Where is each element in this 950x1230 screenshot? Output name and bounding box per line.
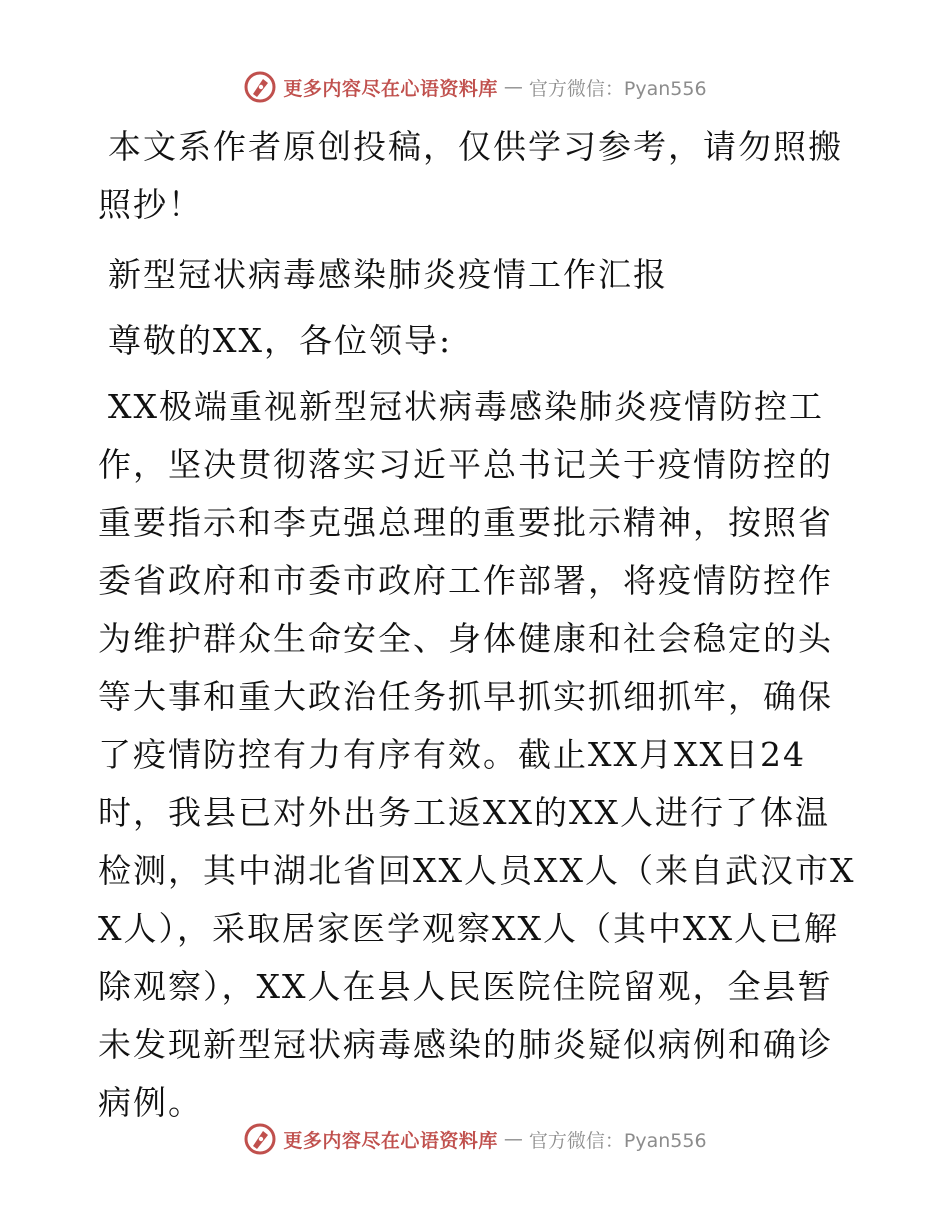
copyright-notice: 本文系作者原创投稿，仅供学习参考，请勿照搬照抄！ <box>98 127 843 224</box>
watermark-wechat-text: 官方微信：Pyan556 <box>528 77 707 100</box>
watermark-main-text: 更多内容尽在心语资料库 <box>283 77 498 100</box>
watermark-separator: — <box>503 76 523 98</box>
salutation: 尊敬的XX，各位领导: <box>108 321 453 360</box>
document-title: 新型冠状病毒感染肺炎疫情工作汇报 <box>108 255 668 294</box>
body-paragraph: XX极端重视新型冠状病毒感染肺炎疫情防控工作，坚决贯彻落实习近平总书记关于疫情防控的重要指示和李克强总理的重要批示精神，按照省委省政府和市委市政府工作部署，将疫情防控作为维护群众生命安全、身体健康和社会稳定的头等大事和重大政治任务抓早抓实抓细抓牢，确保了疫情防控有力有序有效。截止XX月XX日24时，我县已对外出务工返XX的XX人进行了体温检测，其中湖北省回XX人员XX人（来自武汉市XX人），采取居家医学观察XX人（其中XX人已解除观察），XX人在县人民医院住院留观，全县暂未发现新型冠状病毒感染的肺炎疑似病例和确诊病例。 <box>98 387 856 1122</box>
watermark-wechat-text: 官方微信：Pyan556 <box>528 1129 707 1152</box>
pen-nib-logo-icon <box>243 1122 277 1156</box>
document-body <box>98 118 858 1132</box>
footer-watermark <box>0 1122 950 1156</box>
header-watermark <box>0 70 950 104</box>
watermark-main-text: 更多内容尽在心语资料库 <box>283 1129 498 1152</box>
pen-nib-logo-icon <box>243 70 277 104</box>
watermark-separator: — <box>503 1128 523 1150</box>
